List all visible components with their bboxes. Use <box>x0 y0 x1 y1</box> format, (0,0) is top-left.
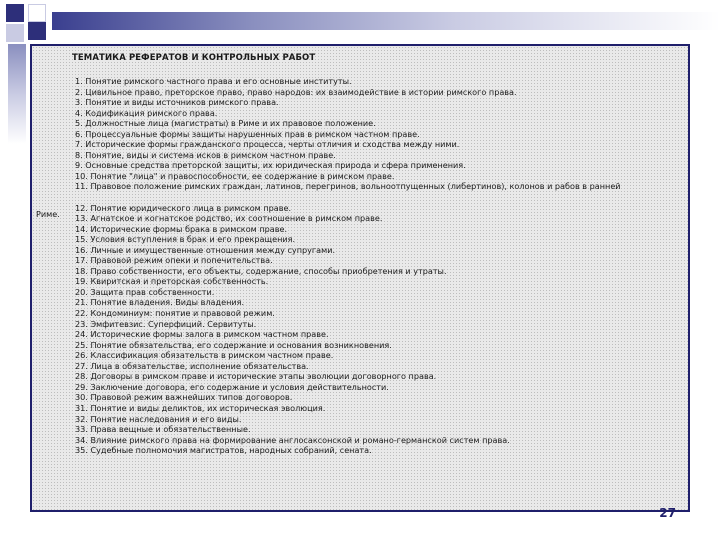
list-item: 17. Правовой режим опеки и попечительства. <box>75 255 273 266</box>
topics-list <box>75 76 685 456</box>
page-number: 27 <box>659 506 676 520</box>
list-item: 14. Исторические формы брака в римском праве. <box>75 223 288 234</box>
list-item: 15. Условия вступления в брак и его прекращения. <box>75 234 296 245</box>
list-item: 4. Кодификация римского права. <box>75 107 218 118</box>
list-item: 13. Агнатское и когнатское родство, их соотношение в римском праве. <box>75 213 383 224</box>
decorative-squares <box>0 0 60 50</box>
side-gradient-bar <box>8 44 26 144</box>
list-item: 7. Исторические формы гражданского процесса, черты отличия и сходства между ними. <box>75 139 460 150</box>
list-item: 30. Правовой режим важнейших типов договоров. <box>75 392 293 403</box>
list-item: 21. Понятие владения. Виды владения. <box>75 297 245 308</box>
header-gradient-bar <box>52 12 720 30</box>
list-item: 11. Правовое положение римских граждан, латинов, перегринов, вольноотпущенных (либертинов), колонов и рабов в ранней <box>75 181 621 192</box>
list-item: 8. Понятие, виды и система исков в римском частном праве. <box>75 149 336 160</box>
list-item: 2. Цивильное право, преторское право, право народов: их взаимодействие в истории римского права. <box>75 86 517 97</box>
list-item: 28. Договоры в римском праве и исторические этапы эволюции договорного права. <box>75 371 437 382</box>
list-item: 33. Права вещные и обязательственные. <box>75 424 251 435</box>
list-item: 5. Должностные лица (магистраты) в Риме и их правовое положение. <box>75 118 376 129</box>
list-item: 26. Классификация обязательств в римском частном праве. <box>75 350 334 361</box>
list-item-continuation: Риме. <box>36 209 60 219</box>
list-item: 31. Понятие и виды деликтов, их историческая эволюция. <box>75 402 326 413</box>
list-item: 35. Судебные полномочия магистратов, народных собраний, сената. <box>75 445 372 456</box>
list-item: 27. Лица в обязательстве, исполнение обязательства. <box>75 360 309 371</box>
page-title: ТЕМАТИКА РЕФЕРАТОВ И КОНТРОЛЬНЫХ РАБОТ <box>72 53 316 63</box>
list-item: 9. Основные средства преторской защиты, их юридическая природа и сфера применения. <box>75 160 466 171</box>
list-item: 16. Личные и имущественные отношения между супругами. <box>75 244 336 255</box>
list-item: 23. Эмфитевзис. Суперфиций. Сервитуты. <box>75 318 257 329</box>
list-item: 3. Понятие и виды источников римского права. <box>75 97 279 108</box>
list-item: 25. Понятие обязательства, его содержание и основания возникновения. <box>75 339 392 350</box>
list-item: 6. Процессуальные формы защиты нарушенных прав в римском частном праве. <box>75 128 420 139</box>
list-item: 10. Понятие "лица" и правоспособности, ее содержание в римском праве. <box>75 170 395 181</box>
list-item: 34. Влияние римского права на формирование англосаксонской и романо-германской систем права. <box>75 434 510 445</box>
list-item: 32. Понятие наследования и его виды. <box>75 413 242 424</box>
list-item: 22. Кондоминиум: понятие и правовой режим. <box>75 308 275 319</box>
list-item: 18. Право собственности, его объекты, содержание, способы приобретения и утраты. <box>75 265 447 276</box>
list-item: 19. Квиритская и преторская собственность. <box>75 276 269 287</box>
list-item: 20. Защита прав собственности. <box>75 286 215 297</box>
list-item: 29. Заключение договора, его содержание и условия действительности. <box>75 381 389 392</box>
list-item: 24. Исторические формы залога в римском частном праве. <box>75 329 329 340</box>
list-item: 1. Понятие римского частного права и его основные институты. <box>75 76 352 86</box>
list-item-spacer <box>75 192 685 203</box>
list-item: 12. Понятие юридического лица в римском праве. <box>75 202 292 213</box>
